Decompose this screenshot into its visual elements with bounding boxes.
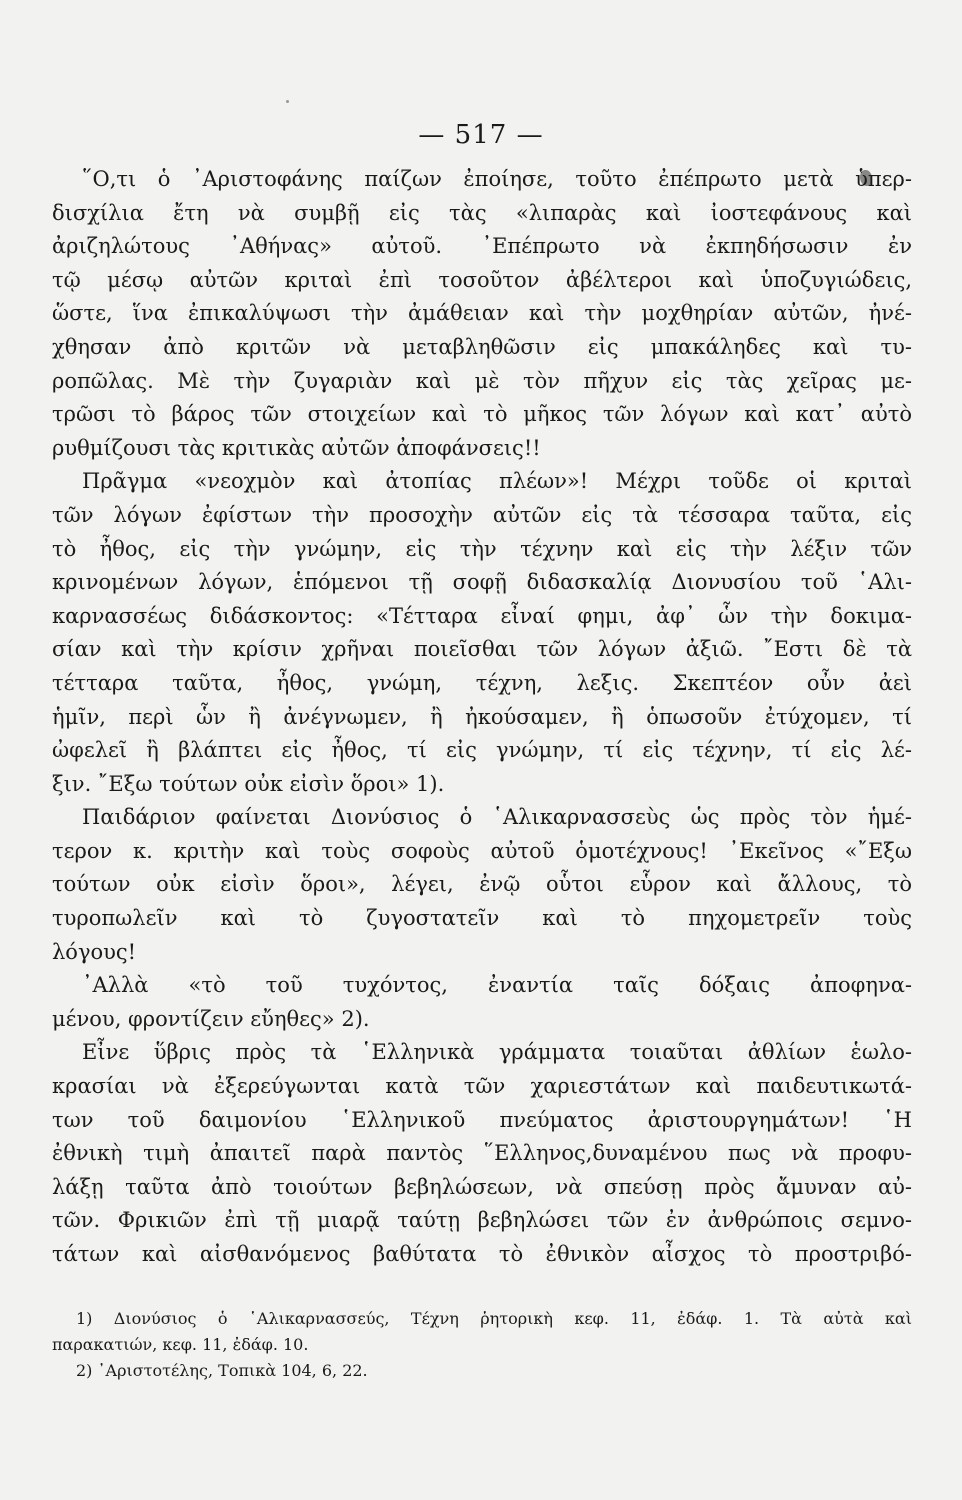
text-line: ροπῶλας. Μὲ τὴν ζυγαριὰν καὶ μὲ τὸν πῆχυν εἰς τὰς χεῖρας με- bbox=[52, 368, 912, 393]
text-line: τῶν. Φρικιῶν ἐπὶ τῇ μιαρᾷ ταύτῃ βεβηλώσει τῶν ἐν ἀνθρώποις σεμνο- bbox=[52, 1208, 912, 1233]
page-number: — 517 — bbox=[418, 120, 544, 150]
text-line: τῶν λόγων ἐφίστων τὴν προσοχὴν αὐτῶν εἰς τὰ τέσσαρα ταῦτα, εἰς bbox=[52, 502, 912, 527]
text-line: τὸ ἦθος, εἰς τὴν γνώμην, εἰς τὴν τέχνην καὶ εἰς τὴν λέξιν τῶν bbox=[52, 536, 912, 561]
text-line: ρυθμίζουσι τὰς κριτικὰς αὐτῶν ἀποφάνσεις!! bbox=[52, 435, 541, 460]
text-line: τέτταρα ταῦτα, ἦθος, γνώμη, τέχνη, λεξις. Σκεπτέον οὖν ἀεὶ bbox=[52, 670, 912, 695]
text-line: ἀριζηλώτους ᾽Αθήνας» αὐτοῦ. ᾽Επέπρωτο νὰ ἐκπηδήσωσιν ἐν bbox=[52, 234, 912, 259]
text-line: λόγους! bbox=[52, 939, 137, 964]
footnote-line: παρακατιών, κεφ. 11, ἐδάφ. 10. bbox=[52, 1335, 309, 1354]
text-line: τάτων καὶ αἰσθανόμενος βαθύτατα τὸ ἐθνικὸν αἶσχος τὸ προστριβό- bbox=[52, 1242, 912, 1266]
text-line: τῷ μέσῳ αὐτῶν κριταὶ ἐπὶ τοσοῦτον ἀβέλτεροι καὶ ὑποζυγιώδεις, bbox=[52, 267, 912, 292]
footnote-line: 2) ᾽Αριστοτέλης, Τοπικὰ 104, 6, 22. bbox=[76, 1361, 368, 1380]
text-line: Εἶνε ὕβρις πρὸς τὰ ῾Ελληνικὰ γράμματα τοιαῦται ἀθλίων ἑωλο- bbox=[82, 1040, 912, 1065]
text-line: Πρᾶγμα «νεοχμὸν καὶ ἀτοπίας πλέων»! Μέχρι τοῦδε οἱ κριταὶ bbox=[82, 469, 912, 494]
text-line: δισχίλια ἔτη νὰ συμβῇ εἰς τὰς «λιπαρὰς καὶ ἰοστεφάνους καὶ bbox=[52, 200, 912, 225]
text-line: ῞Ο,τι ὁ ᾽Αριστοφάνης παίζων ἐποίησε, τοῦτο ἐπέπρωτο μετὰ ὑπερ- bbox=[82, 167, 912, 191]
text-line: λάξῃ ταῦτα ἀπὸ τοιούτων βεβηλώσεων, νὰ σπεύσῃ πρὸς ἄμυναν αὐ- bbox=[52, 1174, 912, 1199]
footnotes bbox=[52, 1306, 912, 1384]
text-line: ὠφελεῖ ἢ βλάπτει εἰς ἦθος, τί εἰς γνώμην, τί εἰς τέχνην, τί εἰς λέ- bbox=[52, 738, 912, 763]
text-line: ὥστε, ἵνα ἐπικαλύψωσι τὴν ἀμάθειαν καὶ τὴν μοχθηρίαν αὐτῶν, ἠνέ- bbox=[52, 301, 912, 326]
text-line: κρασίαι νὰ ἐξερεύγωνται κατὰ τῶν χαριεστάτων καὶ παιδευτικωτά- bbox=[52, 1074, 912, 1099]
text-line: ἡμῖν, περὶ ὧν ἢ ἀνέγνωμεν, ἢ ἠκούσαμεν, ἢ ὁπωσοῦν ἐτύχομεν, τί bbox=[52, 704, 912, 729]
text-line: τούτων οὐκ εἰσὶν ὅροι», λέγει, ἐνῷ οὗτοι εὗρον καὶ ἄλλους, τὸ bbox=[52, 872, 912, 897]
text-line: Παιδάριον φαίνεται Διονύσιος ὁ ῾Αλικαρνασσεὺς ὡς πρὸς τὸν ἡμέ- bbox=[82, 805, 912, 830]
footnote-line: 1) Διονύσιος ὁ ῾Αλικαρνασσεύς, Τέχνη ῥητορικὴ κεφ. 11, ἐδάφ. 1. Τὰ αὐτὰ καὶ bbox=[76, 1309, 912, 1328]
text-line: καρνασσέως διδάσκοντος: «Τέτταρα εἶναί φημι, ἀφ᾽ ὧν τὴν δοκιμα- bbox=[52, 603, 912, 628]
text-line: τυροπωλεῖν καὶ τὸ ζυγοστατεῖν καὶ τὸ πηχομετρεῖν τοὺς bbox=[52, 906, 912, 931]
ink-speck bbox=[286, 100, 289, 103]
text-line: των τοῦ δαιμονίου ῾Ελληνικοῦ πνεύματος ἀριστουργημάτων! ῾Η bbox=[52, 1107, 912, 1132]
text-line: σίαν καὶ τὴν κρίσιν χρῆναι ποιεῖσθαι τῶν λόγων ἀξιῶ. ῎Εστι δὲ τὰ bbox=[52, 637, 912, 662]
text-line: κρινομένων λόγων, ἑπόμενοι τῇ σοφῇ διδασκαλίᾳ Διονυσίου τοῦ ῾Αλι- bbox=[52, 570, 912, 595]
text-line: τρῶσι τὸ βάρος τῶν στοιχείων καὶ τὸ μῆκος τῶν λόγων καὶ κατ᾽ αὐτὸ bbox=[52, 402, 912, 427]
body-text bbox=[52, 163, 912, 1272]
text-line: ξιν. ῎Εξω τούτων οὐκ εἰσὶν ὅροι» 1). bbox=[52, 771, 445, 796]
text-line: χθησαν ἀπὸ κριτῶν νὰ μεταβληθῶσιν εἰς μπακάληδες καὶ τυ- bbox=[52, 334, 912, 359]
text-line: ᾽Αλλὰ «τὸ τοῦ τυχόντος, ἐναντία ταῖς δόξαις ἀποφηνα- bbox=[82, 973, 912, 998]
text-line: ἐθνικὴ τιμὴ ἀπαιτεῖ παρὰ παντὸς ῞Ελληνος,δυναμένου πως νὰ προφυ- bbox=[52, 1141, 912, 1166]
text-line: τερον κ. κριτὴν καὶ τοὺς σοφοὺς αὐτοῦ ὁμοτέχνους! ᾽Εκεῖνος «῎Εξω bbox=[52, 838, 912, 863]
text-line: μένου, φροντίζειν εὔηθες» 2). bbox=[52, 1006, 370, 1031]
